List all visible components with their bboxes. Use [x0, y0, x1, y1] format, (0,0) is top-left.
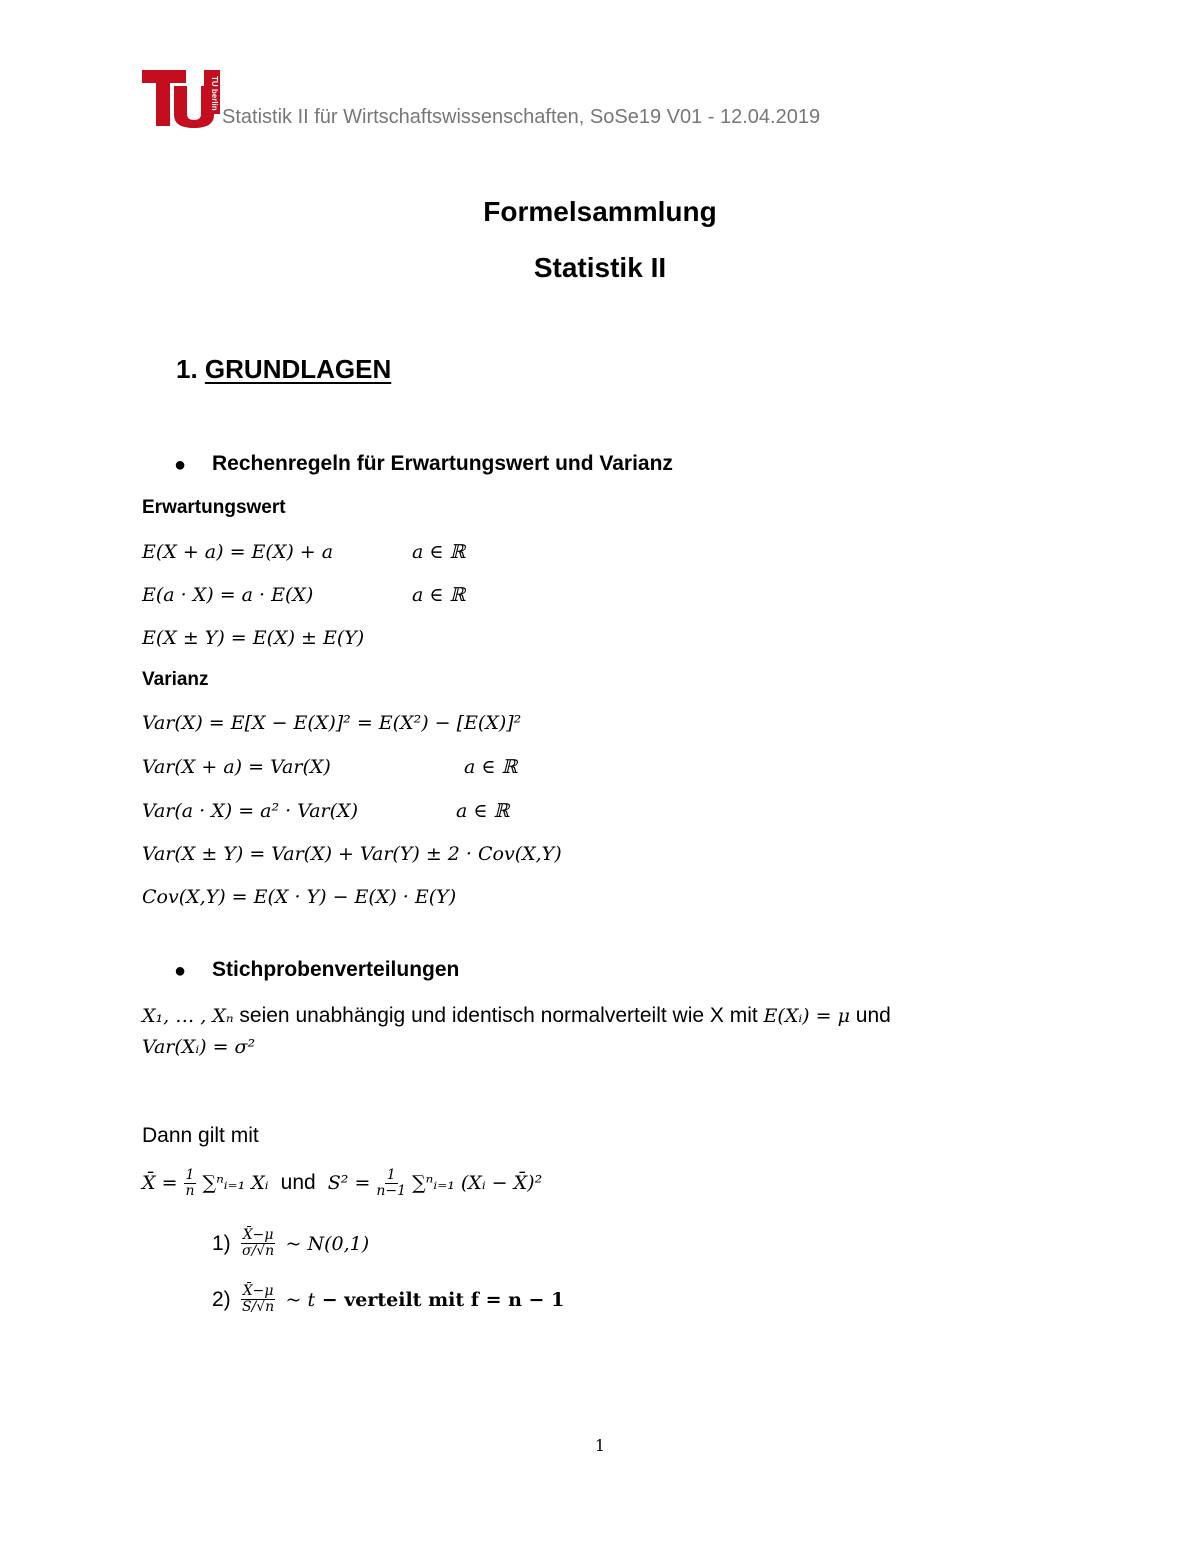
logo-text: TU berlin [210, 76, 219, 111]
bullet-stichproben: Stichprobenverteilungen [212, 958, 460, 981]
result-2-den: S/√n [241, 1299, 275, 1316]
condition-v2: a ∈ ℝ [464, 756, 518, 778]
result-2-fraction [241, 1284, 276, 1316]
result-1-rhs: ~ N(0,1) [285, 1232, 370, 1255]
formula-v2: Var(X + a) = Var(X) [142, 756, 331, 778]
variance-formula: Var(Xᵢ) = σ² [142, 1036, 256, 1058]
und2-text: und [280, 1170, 316, 1194]
stichproben-line1 [142, 1004, 891, 1028]
formula-e3: E(X ± Y) = E(X) ± E(Y) [142, 627, 365, 649]
result-1 [212, 1228, 369, 1260]
result-2-rest: − verteilt mit f = n − 1 [315, 1288, 565, 1311]
result-1-label: 1) [212, 1231, 231, 1255]
section-number: 1. [176, 354, 198, 384]
section-label: GRUNDLAGEN [204, 354, 392, 384]
bullet-rechenregeln: Rechenregeln für Erwartungswert und Varianz [212, 452, 673, 475]
condition-e2: a ∈ ℝ [412, 584, 466, 606]
xbar-frac-den: n [185, 1183, 195, 1200]
und-text: und [849, 1004, 891, 1027]
formula-v4: Var(X ± Y) = Var(X) + Var(Y) ± 2 · Cov(X,Y) [142, 843, 562, 865]
s2-lhs: S² = [327, 1171, 377, 1194]
page-number: 1 [594, 1436, 606, 1455]
formula-v5: Cov(X,Y) = E(X · Y) − E(X) · E(Y) [142, 886, 457, 908]
stichproben-text: seien unabhängig und identisch normalverteilt wie X mit [233, 1004, 764, 1027]
xbar-s2-definitions [142, 1168, 542, 1200]
varianz-heading: Varianz [142, 669, 209, 690]
header-text: Statistik II für Wirtschaftswissenschaften, SoSe19 V01 - 12.04.2019 [222, 106, 821, 128]
s2-frac-num: 1 [386, 1167, 396, 1183]
result-1-den: σ/√n [241, 1243, 275, 1260]
xbar-lhs: X̄ = [142, 1171, 184, 1194]
formula-e2: E(a · X) = a · E(X) [142, 584, 314, 606]
xbar-fraction [184, 1168, 197, 1200]
condition-v3: a ∈ ℝ [456, 800, 510, 822]
dann-gilt-text: Dann gilt mit [142, 1124, 259, 1147]
mean-formula: E(Xᵢ) = μ [763, 1005, 850, 1027]
result-2-label: 2) [212, 1287, 231, 1311]
tu-berlin-logo [142, 70, 220, 128]
formula-v1: Var(X) = E[X − E(X)]² = E(X²) − [E(X)]² [142, 712, 522, 734]
page-subtitle: Statistik II [533, 252, 667, 283]
s2-sum: ∑ⁿᵢ₌₁ (Xᵢ − X̄)² [412, 1171, 543, 1194]
xbar-sum: ∑ⁿᵢ₌₁ Xᵢ [202, 1171, 269, 1194]
result-1-fraction [241, 1228, 276, 1260]
page-title: Formelsammlung [483, 196, 717, 227]
result-2 [212, 1284, 564, 1316]
formula-v3: Var(a · X) = a² · Var(X) [142, 800, 358, 822]
condition-e1: a ∈ ℝ [412, 541, 466, 563]
xbar-frac-num: 1 [185, 1167, 195, 1183]
section-heading [176, 354, 391, 385]
s2-fraction [376, 1168, 406, 1200]
erwartungswert-heading: Erwartungswert [142, 497, 286, 518]
result-1-num: X̄−μ [242, 1227, 274, 1243]
bullet-icon: ● [174, 454, 187, 476]
x-sequence: X₁, … , Xₙ [142, 1005, 234, 1027]
formula-e1: E(X + a) = E(X) + a [142, 541, 334, 563]
result-2-t: ~ t [285, 1288, 316, 1311]
result-2-num: X̄−μ [242, 1283, 274, 1299]
result-2-rhs [285, 1289, 564, 1311]
bullet-icon: ● [174, 960, 187, 982]
s2-frac-den: n−1 [376, 1183, 407, 1200]
